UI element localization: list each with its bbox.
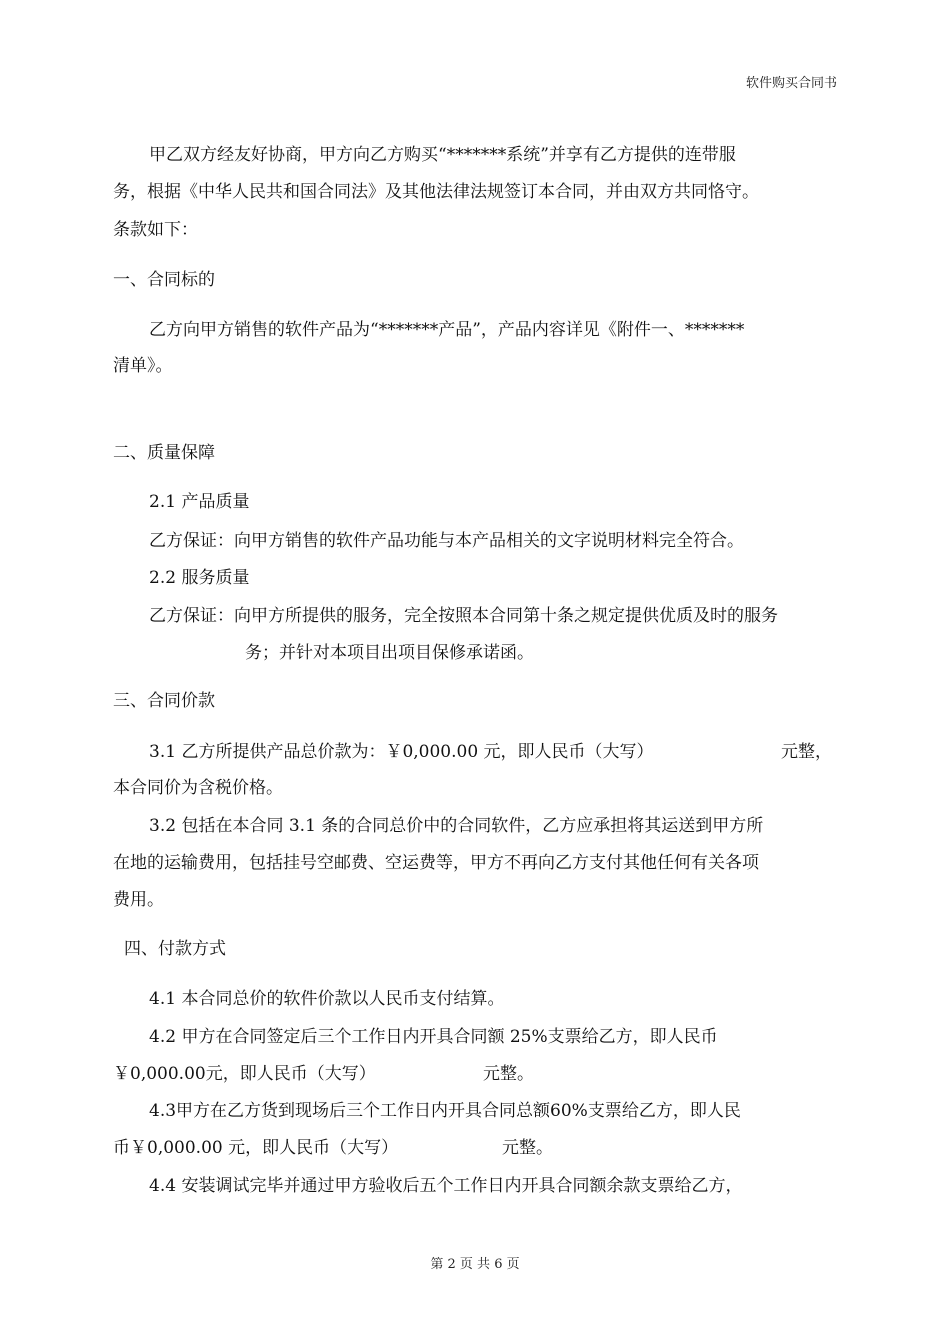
section-3-1-line-1: 3.1 乙方所提供产品总价款为：￥0,000.00 元，即人民币（大写）	[149, 742, 654, 762]
section-4-2-suffix: 元整。	[483, 1064, 534, 1084]
subsection-2-2-line-1: 乙方保证：向甲方所提供的服务，完全按照本合同第十条之规定提供优质及时的服务	[149, 606, 778, 626]
section-heading-1: 一、合同标的	[113, 270, 215, 290]
subsection-2-2-title: 2.2 服务质量	[149, 568, 250, 588]
section-3-1-line-2: 本合同价为含税价格。	[113, 778, 283, 798]
intro-line-2: 务，根据《中华人民共和国合同法》及其他法律法规签订本合同，并由双方共同恪守。	[113, 182, 759, 202]
section-3-1-suffix: 元整，	[781, 742, 832, 762]
section-3-2-line-3: 费用。	[113, 890, 164, 910]
section-4-3-line-1: 4.3甲方在乙方货到现场后三个工作日内开具合同总额60%支票给乙方，即人民	[149, 1101, 741, 1121]
intro-line-1: 甲乙双方经友好协商，甲方向乙方购买“*******系统”并享有乙方提供的连带服	[149, 145, 736, 165]
section-3-2-line-2: 在地的运输费用，包括挂号空邮费、空运费等，甲方不再向乙方支付其他任何有关各项	[113, 853, 759, 873]
section-1-line-1: 乙方向甲方销售的软件产品为“*******产品”，产品内容详见《附件一、*******	[149, 320, 745, 340]
section-4-2-line-1: 4.2 甲方在合同签定后三个工作日内开具合同额 25%支票给乙方，即人民币	[149, 1027, 718, 1047]
subsection-2-2-line-2: 务；并针对本项目出项目保修承诺函。	[245, 643, 534, 663]
section-3-2-line-1: 3.2 包括在本合同 3.1 条的合同总价中的合同软件，乙方应承担将其运送到甲方所	[149, 816, 764, 836]
intro-line-3: 条款如下：	[113, 220, 198, 240]
section-4-3-suffix: 元整。	[502, 1138, 553, 1158]
section-4-4-line-1: 4.4 安装调试完毕并通过甲方验收后五个工作日内开具合同额余款支票给乙方，	[149, 1176, 743, 1196]
subsection-2-1-text: 乙方保证：向甲方销售的软件产品功能与本产品相关的文字说明材料完全符合。	[149, 531, 744, 551]
page-number-footer: 第 2 页 共 6 页	[430, 1257, 520, 1272]
section-4-2-line-2: ￥0,000.00元，即人民币（大写）	[113, 1064, 376, 1084]
document-header: 软件购买合同书	[745, 76, 837, 91]
section-1-line-2: 清单》。	[113, 356, 173, 376]
section-heading-2: 二、质量保障	[113, 443, 215, 463]
section-heading-3: 三、合同价款	[113, 691, 215, 711]
section-heading-4: 四、付款方式	[124, 939, 226, 959]
subsection-2-1-title: 2.1 产品质量	[149, 492, 250, 512]
section-4-3-line-2: 币￥0,000.00 元，即人民币（大写）	[113, 1138, 399, 1158]
section-4-1-text: 4.1 本合同总价的软件价款以人民币支付结算。	[149, 989, 505, 1009]
